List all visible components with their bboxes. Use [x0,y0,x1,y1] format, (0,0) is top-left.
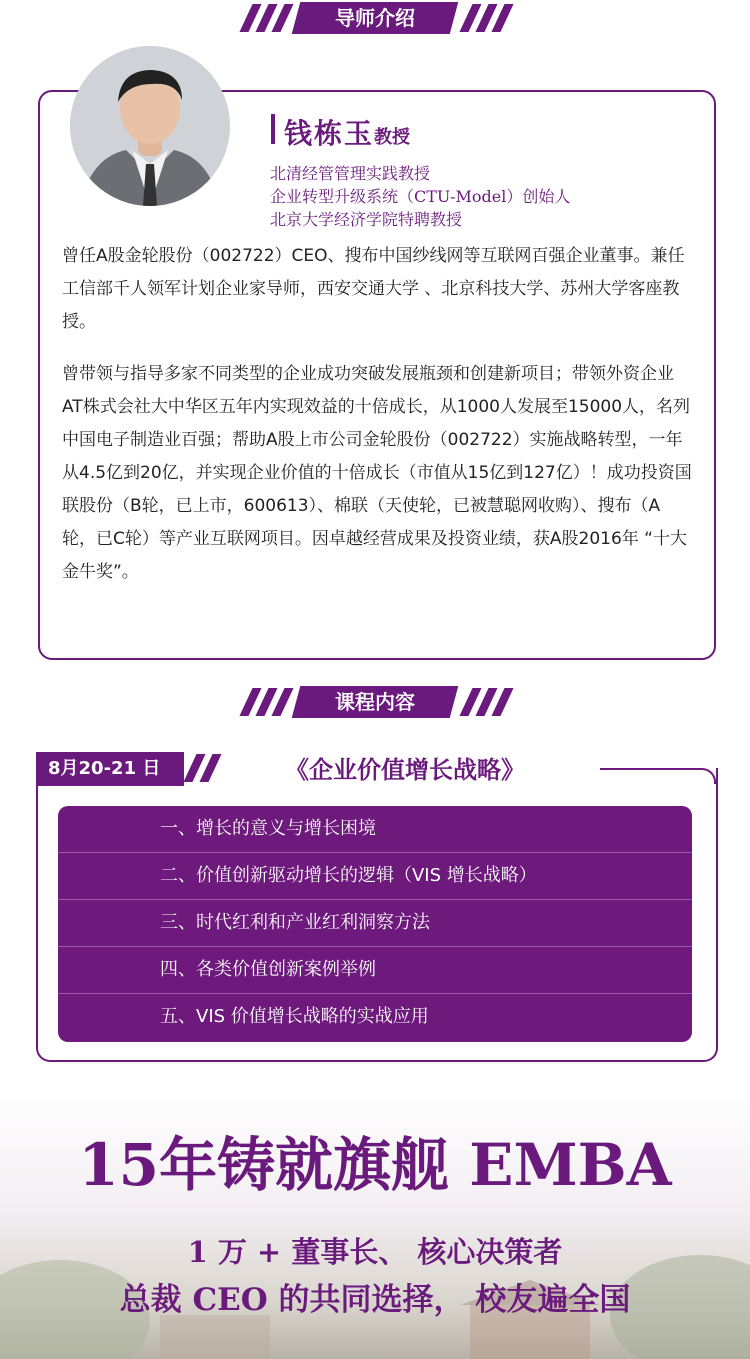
teacher-section-header [0,0,750,40]
teacher-bio-paragraph: 曾带领与指导多家不同类型的企业成功突破发展瓶颈和创建新项目；带领外资企业AT株式会社大中华区五年内实现效益的十倍成长，从1000人发展至15000人，名列中国电子制造业百强；帮助A股上市公司金轮股份（002722）实施战略转型，一年从4.5亿到20亿，并实现企业价值的十倍成长（市值从15亿到127亿）！成功投资国联股份（B轮，已上市，600613）、棉联（天使轮，已被慧聪网收购）、搜布（A轮，已C轮）等产业互联网项目。因卓越经营成果及投资业绩，获A股2016年 “十大金牛奖”。 [62,364,692,582]
course-outline-list [58,806,692,1042]
name-accent-bar [271,114,275,144]
course-outline-item: 一、增长的意义与增长困境 [58,806,692,853]
teacher-bio-paragraph: 曾任A股金轮股份（002722）CEO、搜布中国纱线网等互联网百强企业董事。兼任工信部千人领军计划企业家导师，西安交通大学 、北京科技大学、苏州大学客座教授。 [62,246,685,332]
course-outline-item: 四、各类价值创新案例举例 [58,947,692,994]
teacher-title-line: 北京大学经济学院特聘教授 [270,210,463,229]
course-card-corner [600,768,716,784]
teacher-name [284,112,410,152]
teacher-name-text: 钱栋玉 [284,117,375,150]
emba-tagline-2: 总裁 CEO 的共同选择， 校友遍全国 [119,1282,631,1318]
teacher-title-line: 企业转型升级系统（CTU-Model）创始人 [270,187,571,206]
course-outline-item: 五、VIS 价值增长战略的实战应用 [160,1006,429,1027]
teacher-title-line: 北清经管管理实践教授 [270,164,431,183]
teacher-portrait [70,46,230,206]
teacher-name-suffix: 教授 [374,127,411,148]
course-title: 《企业价值增长战略》 [285,756,525,784]
course-outline-item: 二、价值创新驱动增长的逻辑（VIS 增长战略） [58,853,692,900]
section-title-teacher: 导师介绍 [292,2,459,34]
emba-tagline-1: 1 万 + 董事长、 核心决策者 [187,1235,563,1269]
section-title-course: 课程内容 [292,686,459,718]
course-date-text: 8月20-21 日 [48,758,161,779]
emba-headline: 15年铸就旗舰 EMBA [78,1131,672,1199]
course-section-header [0,684,750,724]
course-outline-item: 三、时代红利和产业红利洞察方法 [58,900,692,947]
course-date-badge [36,752,184,786]
teacher-titles [270,162,570,231]
